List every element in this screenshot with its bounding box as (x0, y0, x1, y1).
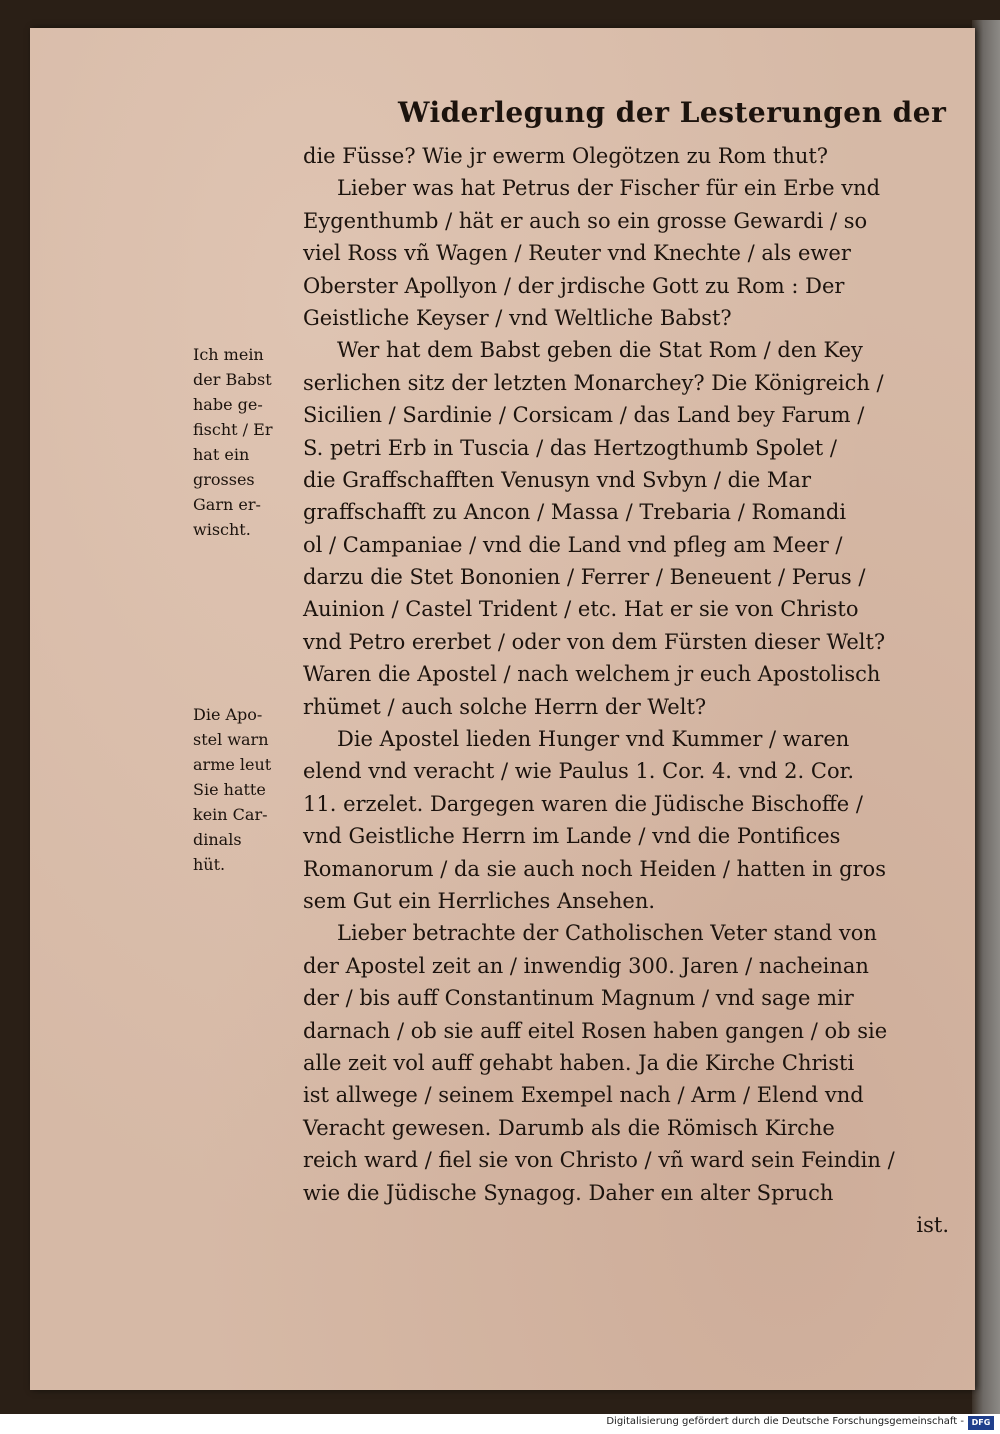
margin-note-line: arme leut (193, 755, 272, 774)
text-line: rhümet / auch solche Herrn der Welt? (303, 694, 707, 719)
text-line: alle zeit vol auff gehabt haben. Ja die Kirche Christi (303, 1050, 855, 1075)
text-line: Romanorum / da sie auch noch Heiden / hatten in gros (303, 856, 886, 881)
footer-credit: Digitalisierung gefördert durch die Deutsche Forschungsgemeinschaft - (606, 1416, 964, 1427)
text-line: wie die Jüdische Synagog. Daher eın alter Spruch (303, 1180, 834, 1205)
text-line: viel Ross vñ Wagen / Reuter vnd Knechte / als ewer (303, 241, 851, 266)
text-line: elend vnd veracht / wie Paulus 1. Cor. 4. vnd 2. Cor. (303, 759, 854, 784)
text-line: vnd Geistliche Herrn im Lande / vnd die Pontifices (303, 824, 841, 849)
text-line: Die Apostel lieden Hunger vnd Kummer / waren (337, 727, 850, 752)
footer-bar (0, 1414, 1000, 1434)
text-line: Sicilien / Sardinie / Corsicam / das Land bey Farum / (303, 403, 865, 428)
margin-note-line: Ich mein (193, 345, 264, 364)
margin-note-line: habe ge- (193, 395, 263, 414)
text-line: Geistliche Keyser / vnd Weltliche Babst? (303, 305, 732, 330)
text-line: der / bis auff Constantinum Magnum / vnd sage mir (303, 986, 854, 1011)
margin-note-line: Garn er- (193, 495, 261, 514)
text-line: der Apostel zeit an / inwendig 300. Jaren / nacheinan (303, 953, 869, 978)
margin-note-line: kein Car- (193, 805, 268, 824)
margin-note-line: der Babst (193, 370, 272, 389)
margin-note-line: hat ein (193, 445, 250, 464)
margin-note-line: hüt. (193, 855, 226, 874)
text-line: Eygenthumb / hät er auch so ein grosse Gewardi / so (303, 208, 868, 233)
margin-note-line: dinals (193, 830, 242, 849)
text-line: serlichen sitz der letzten Monarchey? Die Königreich / (303, 370, 884, 395)
book-gutter (972, 20, 1000, 1414)
text-line: Lieber betrachte der Catholischen Veter stand von (337, 921, 877, 946)
text-line: Wer hat dem Babst geben die Stat Rom / den Key (337, 338, 863, 363)
text-line: ol / Campaniae / vnd die Land vnd pfleg am Meer / (303, 532, 843, 557)
text-line: vnd Petro ererbet / oder von dem Fürsten dieser Welt? (303, 629, 886, 654)
margin-note-1 (193, 342, 301, 542)
text-line: reich ward / fiel sie von Christo / vñ ward sein Feindin / (303, 1148, 895, 1173)
margin-note-2 (193, 702, 301, 877)
text-line: die Graffschafften Venusyn vnd Svbyn / die Mar (303, 467, 811, 492)
text-line: graffschafft zu Ancon / Massa / Trebaria / Romandi (303, 500, 847, 525)
dfg-logo-icon: DFG (968, 1416, 994, 1430)
body-text (303, 140, 963, 1241)
margin-note-line: stel warn (193, 730, 269, 749)
catchword: ist. (916, 1212, 949, 1237)
text-line: S. petri Erb in Tuscia / das Hertzogthumb Spolet / (303, 435, 837, 460)
margin-note-line: fischt / Er (193, 420, 273, 439)
text-line: die Füsse? Wie jr ewerm Olegötzen zu Rom thut? (303, 144, 829, 168)
text-line: Lieber was hat Petrus der Fischer für ein Erbe vnd (337, 176, 881, 201)
text-line: Auinion / Castel Trident / etc. Hat er sie von Christo (303, 597, 859, 622)
text-line: Waren die Apostel / nach welchem jr euch Apostolisch (303, 662, 881, 687)
text-line: darnach / ob sie auff eitel Rosen haben gangen / ob sie (303, 1018, 888, 1043)
text-line: 11. erzelet. Dargegen waren die Jüdische Bischoffe / (303, 791, 863, 816)
text-line: ist allwege / seinem Exempel nach / Arm / Elend vnd (303, 1083, 864, 1108)
text-line: Veracht gewesen. Darumb als die Römisch Kirche (303, 1115, 835, 1140)
text-line: darzu die Stet Bononien / Ferrer / Beneuent / Perus / (303, 565, 866, 590)
margin-note-line: Die Apo- (193, 705, 263, 724)
text-line: sem Gut ein Herrliches Ansehen. (303, 888, 656, 913)
text-line: Oberster Apollyon / der jrdische Gott zu Rom : Der (303, 273, 845, 298)
running-head: Widerlegung der Lesterungen der (398, 96, 947, 129)
margin-note-line: grosses (193, 470, 255, 489)
margin-note-line: Sie hatte (193, 780, 266, 799)
margin-note-line: wischt. (193, 520, 251, 539)
